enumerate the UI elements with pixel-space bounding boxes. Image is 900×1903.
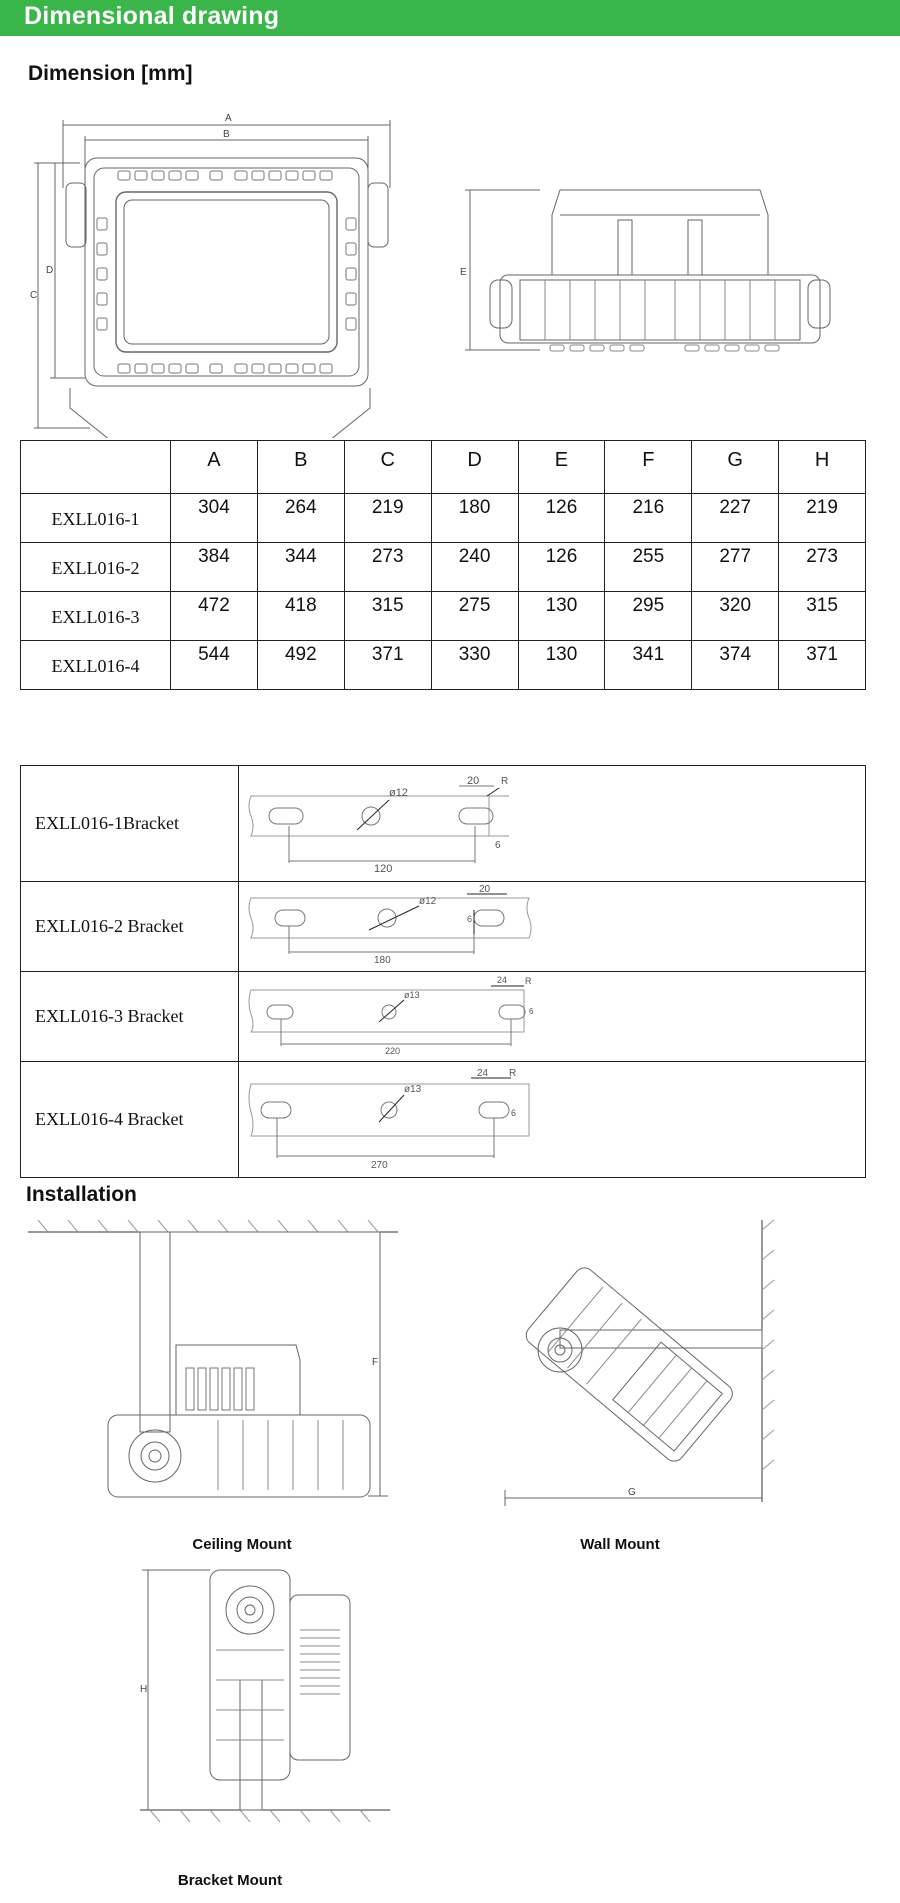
value-cell: 227 bbox=[692, 494, 779, 543]
ceiling-mount-drawing bbox=[28, 1220, 398, 1510]
value-cell: 344 bbox=[257, 543, 344, 592]
height-label: 6 bbox=[511, 1108, 517, 1118]
bracket-sketch-cell bbox=[239, 1062, 866, 1178]
model-cell: EXLL016-4 bbox=[21, 641, 171, 690]
span-label: 220 bbox=[385, 1046, 401, 1056]
slot-label: 24 bbox=[477, 1068, 489, 1079]
bracket-model-cell: EXLL016-4 Bracket bbox=[21, 1062, 239, 1178]
side-view-drawing bbox=[460, 180, 850, 360]
value-cell: 255 bbox=[605, 543, 692, 592]
value-cell: 315 bbox=[344, 592, 431, 641]
value-cell: 219 bbox=[344, 494, 431, 543]
value-cell: 275 bbox=[431, 592, 518, 641]
table-row bbox=[21, 641, 866, 690]
value-cell: 273 bbox=[344, 543, 431, 592]
bracket-sketch bbox=[239, 882, 859, 966]
dim-label-f: F bbox=[372, 1357, 379, 1368]
value-cell: 264 bbox=[257, 494, 344, 543]
bracket-model-cell: EXLL016-1Bracket bbox=[21, 766, 239, 882]
height-label: 6 bbox=[467, 914, 473, 924]
value-cell: 341 bbox=[605, 641, 692, 690]
dim-label-g: G bbox=[628, 1487, 636, 1498]
hole-label: ø13 bbox=[404, 1084, 422, 1095]
header-cell-h: H bbox=[779, 441, 866, 494]
dim-label-a: A bbox=[225, 113, 232, 124]
installation-heading: Installation bbox=[26, 1183, 137, 1206]
value-cell: 320 bbox=[692, 592, 779, 641]
bracket-sketch bbox=[239, 972, 859, 1056]
value-cell: 418 bbox=[257, 592, 344, 641]
wall-mount-drawing bbox=[500, 1210, 780, 1510]
value-cell: 304 bbox=[171, 494, 258, 543]
dim-label-e: E bbox=[460, 267, 467, 278]
slot-label: 20 bbox=[479, 884, 491, 895]
value-cell: 544 bbox=[171, 641, 258, 690]
dim-label-d: D bbox=[46, 265, 54, 276]
header-cell-c: C bbox=[344, 441, 431, 494]
hole-label: ø12 bbox=[419, 896, 437, 907]
slot-label: 24 bbox=[497, 975, 508, 985]
value-cell: 277 bbox=[692, 543, 779, 592]
bracket-model-cell: EXLL016-2 Bracket bbox=[21, 882, 239, 972]
header-cell-b: B bbox=[257, 441, 344, 494]
table-row bbox=[21, 882, 866, 972]
value-cell: 126 bbox=[518, 494, 605, 543]
model-cell: EXLL016-1 bbox=[21, 494, 171, 543]
value-cell: 180 bbox=[431, 494, 518, 543]
model-cell: EXLL016-2 bbox=[21, 543, 171, 592]
radius-label: R bbox=[509, 1068, 517, 1079]
dimension-heading: Dimension [mm] bbox=[28, 62, 193, 85]
radius-label: R bbox=[525, 976, 532, 986]
table-row bbox=[21, 766, 866, 882]
span-label: 270 bbox=[371, 1160, 388, 1171]
bracket-sketch-cell bbox=[239, 766, 866, 882]
bracket-model-cell: EXLL016-3 Bracket bbox=[21, 972, 239, 1062]
header-cell-a: A bbox=[171, 441, 258, 494]
table-row bbox=[21, 494, 866, 543]
dim-label-b: B bbox=[223, 129, 230, 140]
value-cell: 384 bbox=[171, 543, 258, 592]
radius-label: R bbox=[501, 776, 509, 787]
table-row bbox=[21, 972, 866, 1062]
value-cell: 492 bbox=[257, 641, 344, 690]
value-cell: 371 bbox=[779, 641, 866, 690]
value-cell: 130 bbox=[518, 592, 605, 641]
bracket-sketch bbox=[239, 766, 859, 876]
banner-title: Dimensional drawing bbox=[24, 2, 280, 30]
span-label: 120 bbox=[374, 863, 393, 875]
bracket-sketch-cell bbox=[239, 972, 866, 1062]
header-cell-f: F bbox=[605, 441, 692, 494]
value-cell: 371 bbox=[344, 641, 431, 690]
wall-mount-caption: Wall Mount bbox=[580, 1536, 660, 1553]
header-cell-d: D bbox=[431, 441, 518, 494]
value-cell: 126 bbox=[518, 543, 605, 592]
value-cell: 472 bbox=[171, 592, 258, 641]
value-cell: 216 bbox=[605, 494, 692, 543]
dim-label-c: C bbox=[30, 290, 38, 301]
bracket-mount-caption: Bracket Mount bbox=[177, 1872, 283, 1889]
bracket-mount-drawing bbox=[140, 1560, 390, 1822]
bracket-sketch bbox=[239, 1062, 859, 1172]
span-label: 180 bbox=[374, 955, 391, 966]
value-cell: 295 bbox=[605, 592, 692, 641]
height-label: 6 bbox=[529, 1007, 534, 1016]
section-banner bbox=[0, 0, 900, 36]
model-cell: EXLL016-3 bbox=[21, 592, 171, 641]
value-cell: 240 bbox=[431, 543, 518, 592]
bracket-table bbox=[20, 765, 866, 1178]
value-cell: 273 bbox=[779, 543, 866, 592]
hole-label: ø12 bbox=[389, 787, 408, 799]
value-cell: 330 bbox=[431, 641, 518, 690]
value-cell: 130 bbox=[518, 641, 605, 690]
header-blank-cell bbox=[21, 441, 171, 494]
value-cell: 315 bbox=[779, 592, 866, 641]
value-cell: 219 bbox=[779, 494, 866, 543]
dim-label-h: H bbox=[140, 1684, 148, 1695]
header-cell-g: G bbox=[692, 441, 779, 494]
hole-label: ø13 bbox=[404, 990, 420, 1000]
value-cell: 374 bbox=[692, 641, 779, 690]
header-cell-e: E bbox=[518, 441, 605, 494]
slot-label: 20 bbox=[467, 775, 480, 787]
front-view-drawing bbox=[30, 108, 410, 438]
dimension-table bbox=[20, 440, 866, 690]
table-row bbox=[21, 592, 866, 641]
height-label: 6 bbox=[495, 840, 501, 851]
ceiling-mount-caption: Ceiling Mount bbox=[192, 1536, 292, 1553]
dimension-table-header bbox=[21, 441, 866, 494]
table-row bbox=[21, 543, 866, 592]
bracket-sketch-cell bbox=[239, 882, 866, 972]
table-row bbox=[21, 1062, 866, 1178]
